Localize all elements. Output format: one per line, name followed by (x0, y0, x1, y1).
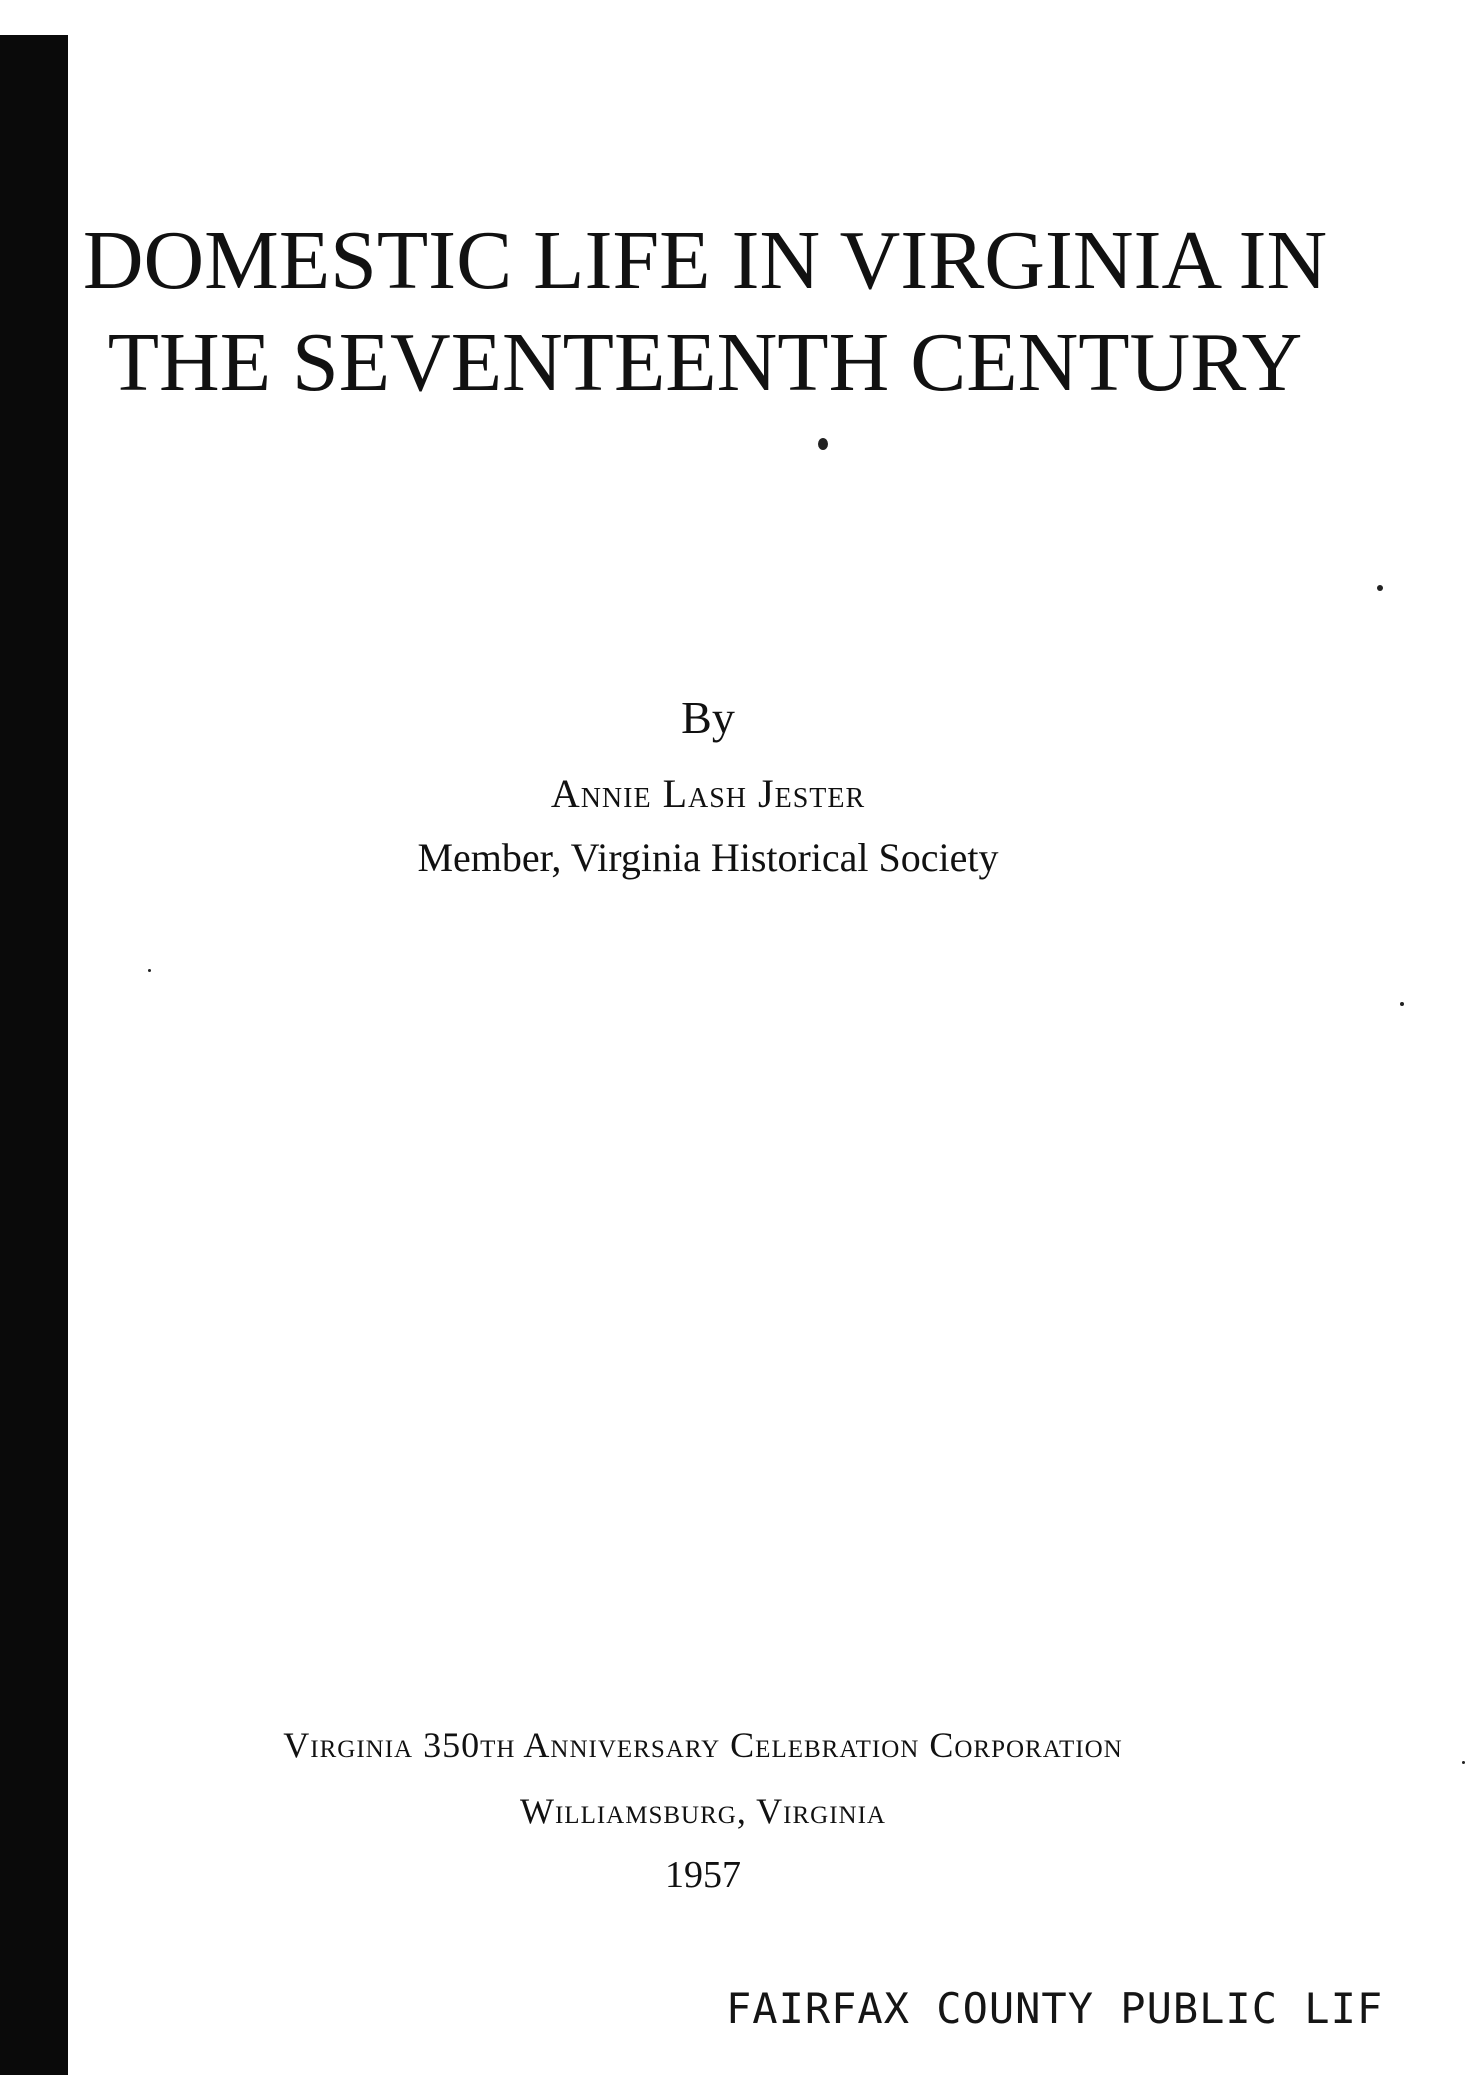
title-line-1: DOMESTIC LIFE IN VIRGINIA IN (82, 214, 1328, 307)
ink-speck (1377, 585, 1383, 591)
ink-speck (818, 438, 828, 450)
by-word: By (681, 692, 735, 743)
title-block (70, 210, 1340, 414)
publication-place: Williamsburg, Virginia (520, 1791, 886, 1831)
byline-block (0, 688, 1476, 888)
author-affiliation: Member, Virginia Historical Society (417, 835, 999, 880)
publisher-name: Virginia 350th Anniversary Celebration Corporation (283, 1725, 1123, 1765)
title-line-2: THE SEVENTEENTH CENTURY (107, 316, 1303, 409)
ink-speck (1400, 1002, 1404, 1006)
imprint-block (0, 1718, 1476, 1902)
ink-speck (148, 969, 151, 972)
library-stamp: FAIRFAX COUNTY PUBLIC LIF (726, 1984, 1384, 2033)
author-name: Annie Lash Jester (550, 771, 866, 816)
publication-year: 1957 (665, 1854, 741, 1896)
